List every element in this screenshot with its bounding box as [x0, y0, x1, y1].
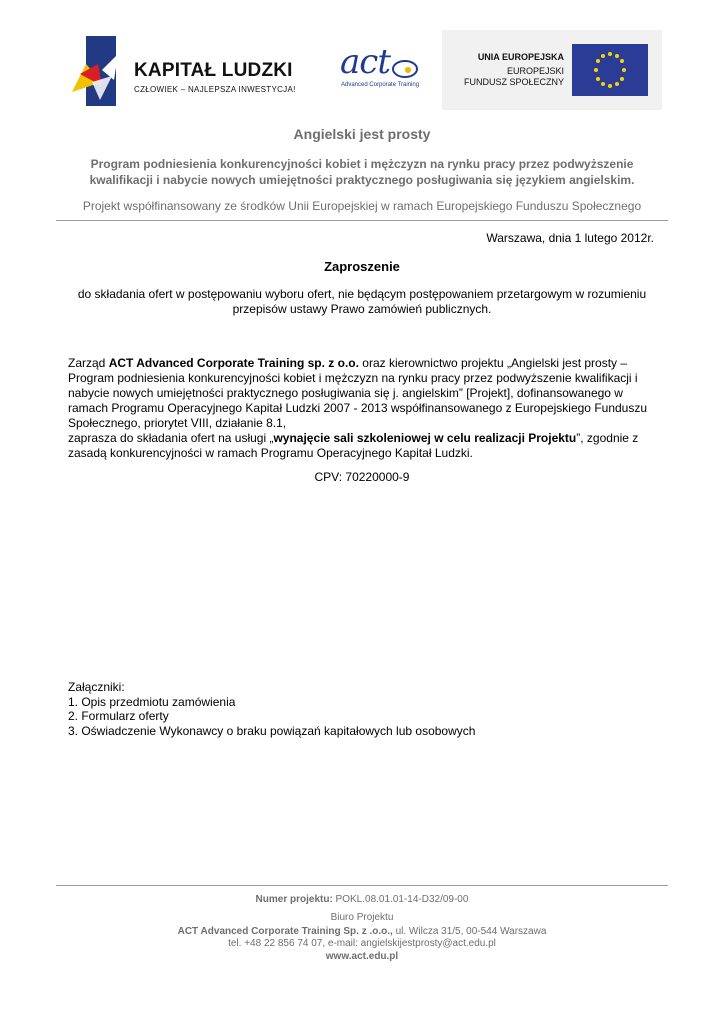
footer-street: ul. Wilcza 31/5, 00-544 Warszawa — [392, 926, 547, 937]
eu-logo-line-1: UNIA EUROPEJSKA — [477, 52, 564, 62]
eu-logo-line-2: EUROPEJSKI — [506, 66, 564, 76]
invitation-body — [68, 356, 656, 461]
eu-logo-line-3: FUNDUSZ SPOŁECZNY — [463, 77, 564, 87]
body-text-3: zaprasza do składania ofert na usługi „ — [68, 431, 274, 445]
cofinance-note: Projekt współfinansowany ze środków Unii Europejskiej w ramach Europejskiego Funduszu Społecznego — [82, 199, 642, 213]
act-logo-word: act — [340, 42, 390, 82]
header-divider — [56, 220, 668, 221]
invitation-subtitle: do składania ofert w postępowaniu wyboru ofert, nie będącym postępowaniem przetargowym w rozumieniu przepisów ustawy Prawo zamówień publicznych. — [77, 287, 647, 316]
act-swoosh-icon — [390, 58, 420, 80]
letter-date: Warszawa, dnia 1 lutego 2012r. — [486, 231, 654, 245]
act-logo-subtitle: Advanced Corporate Training — [341, 82, 420, 88]
attachments-heading: Załączniki: — [68, 680, 125, 694]
attachment-item: 3. Oświadczenie Wykonawcy o braku powiązań kapitałowych lub osobowych — [68, 723, 476, 738]
footer-address — [0, 926, 724, 937]
project-number-label: Numer projektu: — [255, 894, 333, 905]
body-service-name: wynajęcie sali szkoleniowej w celu realizacji Projektu — [273, 431, 577, 445]
body-text-4: ”, zgodnie z zasadą konkurencyjności w ramach Programu Operacyjnego Kapitał Ludzki. — [68, 431, 639, 460]
kapital-ludzki-subtitle: CZŁOWIEK – NAJLEPSZA INWESTYCJA! — [134, 85, 296, 94]
attachment-item: 1. Opis przedmiotu zamówienia — [68, 694, 236, 709]
body-company-name: ACT Advanced Corporate Training sp. z o.o. — [108, 356, 359, 370]
project-title: Angielski jest prosty — [293, 126, 431, 142]
footer-contact: tel. +48 22 856 74 07, e-mail: angielskijestprosty@act.edu.pl — [228, 938, 496, 949]
kapital-ludzki-title: KAPITAŁ LUDZKI — [134, 60, 293, 81]
footer-website: www.act.edu.pl — [325, 951, 399, 962]
kapital-ludzki-logo — [72, 34, 302, 110]
body-text-1: Zarząd — [68, 356, 109, 370]
body-text-2: oraz kierownictwo projektu „Angielski jest prosty – Program podniesienia konkurencyjności kobiet i mężczyzn na rynku pracy przez podwyższenie kwalifikacji i nabycie nowych umiejętności praktycznego posługiwania się j. angielskim” [Projekt], dofinansowanego w ramach Programu Operacyjnego Kapitał Ludzki 2007 - 2013 współfinansowanego z Europejskiego Funduszu Społecznego, priorytet VIII, działanie 8.1, — [68, 356, 648, 430]
eu-flag-icon — [572, 44, 648, 96]
cpv-code: CPV: 70220000-9 — [314, 470, 410, 484]
footer-office: Biuro Projektu — [330, 912, 394, 923]
attachments-list — [68, 680, 628, 738]
footer-company: ACT Advanced Corporate Training Sp. z .o.o., — [177, 926, 393, 937]
program-description: Program podniesienia konkurencyjności kobiet i mężczyzn na rynku pracy przez podwyższenie kwalifikacji i nabycie nowych umiejętności praktycznego posługiwania się językiem angielskim. — [89, 157, 635, 187]
project-number — [0, 894, 724, 905]
eu-social-fund-logo — [442, 30, 662, 110]
project-number-value: POKL.08.01.01-14-D32/09-00 — [332, 894, 469, 905]
kapital-ludzki-emblem-icon — [72, 34, 132, 110]
footer-divider — [56, 885, 668, 886]
attachment-item: 2. Formularz oferty — [68, 709, 169, 723]
act-logo — [338, 44, 428, 94]
invitation-title: Zaproszenie — [324, 259, 400, 274]
